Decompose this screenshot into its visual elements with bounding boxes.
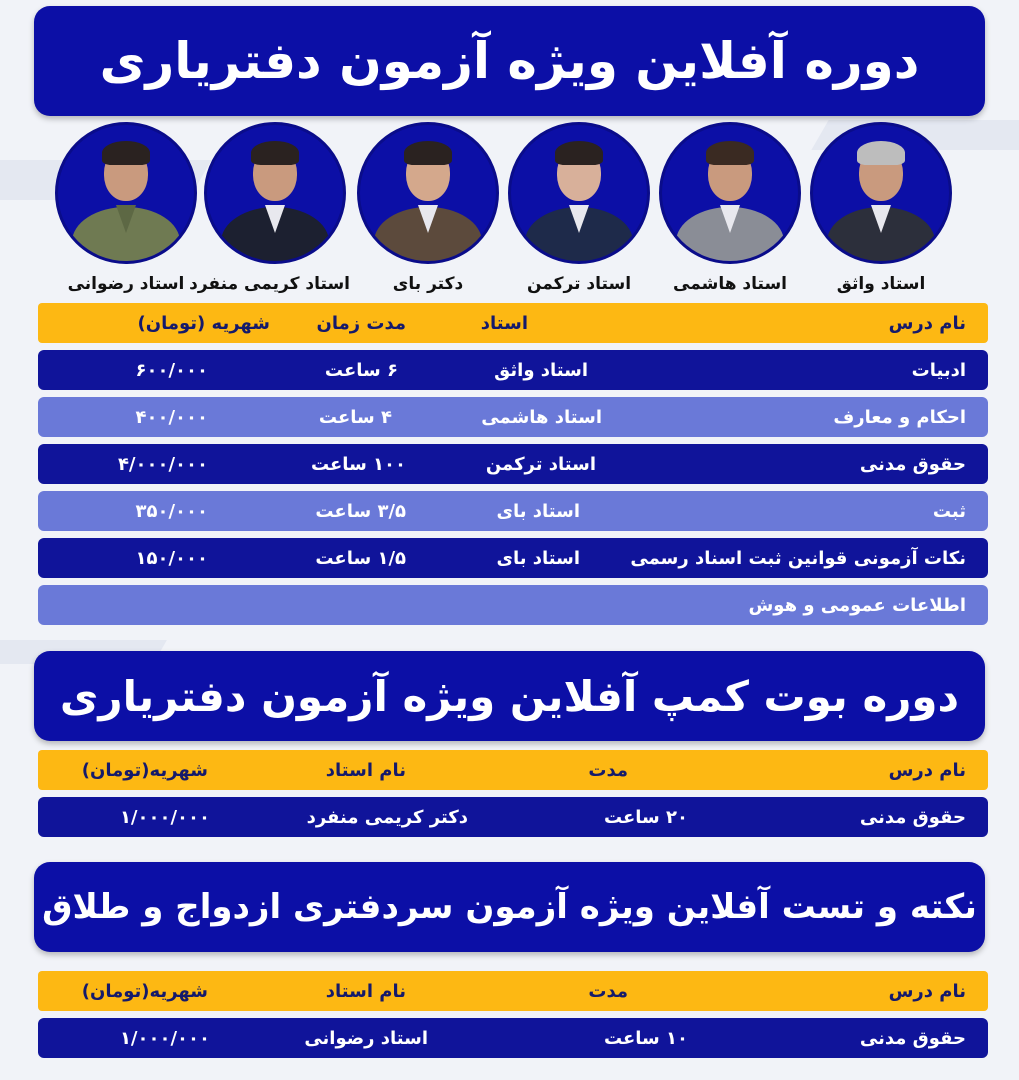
teacher-name: دکتر کریمی منفرد <box>306 806 468 828</box>
teacher-card <box>189 122 350 294</box>
header-course: نام درس <box>888 980 966 1002</box>
table-row <box>38 444 988 484</box>
teacher-name: استاد رضوانی <box>304 1027 428 1049</box>
table-row <box>38 538 988 578</box>
header-teacher: نام استاد <box>325 980 406 1002</box>
duration: ۱۰۰ ساعت <box>310 453 406 475</box>
teacher-photo <box>204 122 346 264</box>
teacher-name: استاد کریمی منفرد <box>189 274 350 294</box>
teacher-name: استاد ترکمن <box>485 453 596 475</box>
header-teacher: نام استاد <box>325 759 406 781</box>
duration: ۱۰ ساعت <box>603 1027 688 1049</box>
course-name: ادبیات <box>911 359 966 381</box>
header-teacher: استاد <box>480 312 528 334</box>
teacher-photo <box>508 122 650 264</box>
bootcamp-title: دوره بوت کمپ آفلاین ویژه آزمون دفترياری <box>59 671 960 721</box>
table-row <box>38 1018 988 1058</box>
teacher-name: استاد بای <box>496 547 580 569</box>
duration: ۶ ساعت <box>324 359 398 381</box>
fee: ۱۵۰/۰۰۰ <box>135 547 208 569</box>
teacher-name: دکتر بای <box>392 274 464 294</box>
table-row <box>38 585 988 625</box>
table2-header <box>38 750 988 790</box>
main-title: دوره آفلاین ویژه آزمون دفترياری <box>99 32 920 90</box>
bootcamp-title-banner <box>34 651 985 741</box>
course-name: حقوق مدنی <box>859 453 966 475</box>
teacher-photo <box>810 122 952 264</box>
duration: ۳/۵ ساعت <box>315 500 406 522</box>
header-fee: شهریه(تومان) <box>81 759 208 781</box>
teacher-name: استاد هاشمی <box>673 274 787 294</box>
teacher-name: استاد واثق <box>494 359 588 381</box>
fee: ۱/۰۰۰/۰۰۰ <box>119 806 210 828</box>
teacher-name: استاد بای <box>496 500 580 522</box>
course-name: حقوق مدنی <box>859 806 966 828</box>
main-title-banner <box>34 6 985 116</box>
fee: ۱/۰۰۰/۰۰۰ <box>119 1027 210 1049</box>
teacher-photo <box>659 122 801 264</box>
table1-header <box>38 303 988 343</box>
teacher-card <box>504 122 654 294</box>
table-row <box>38 350 988 390</box>
table-row <box>38 491 988 531</box>
header-duration: مدت <box>588 980 628 1002</box>
header-fee: شهریه(تومان) <box>81 980 208 1002</box>
course-name: حقوق مدنی <box>859 1027 966 1049</box>
fee: ۶۰۰/۰۰۰ <box>135 359 208 381</box>
teacher-name: استاد ترکمن <box>526 274 632 294</box>
teacher-name: استاد رضوانی <box>67 274 185 294</box>
marriage-title: نکته و تست آفلاین ویژه آزمون سردفتری ازدواج و طلاق <box>42 887 977 927</box>
marriage-title-banner <box>34 862 985 952</box>
table-row <box>38 397 988 437</box>
teacher-card <box>51 122 201 294</box>
teacher-card <box>353 122 503 294</box>
table-row <box>38 797 988 837</box>
teacher-card <box>806 122 956 294</box>
duration: ۴ ساعت <box>318 406 392 428</box>
fee: ۴۰۰/۰۰۰ <box>135 406 208 428</box>
duration: ۱/۵ ساعت <box>315 547 406 569</box>
teacher-card <box>655 122 805 294</box>
header-fee: شهریه (تومان) <box>137 312 270 334</box>
header-duration: مدت <box>588 759 628 781</box>
header-course: نام درس <box>888 759 966 781</box>
header-course: نام درس <box>888 312 966 334</box>
teacher-name: استاد واثق <box>836 274 926 294</box>
teachers-row <box>0 122 1019 292</box>
header-duration: مدت زمان <box>316 312 406 334</box>
fee: ۴/۰۰۰/۰۰۰ <box>117 453 208 475</box>
table3-header <box>38 971 988 1011</box>
course-name: احکام و معارف <box>833 406 966 428</box>
course-name: اطلاعات عمومی و هوش <box>748 594 966 616</box>
teacher-photo <box>357 122 499 264</box>
fee: ۳۵۰/۰۰۰ <box>135 500 208 522</box>
teacher-photo <box>55 122 197 264</box>
teacher-name: استاد هاشمی <box>481 406 602 428</box>
duration: ۲۰ ساعت <box>603 806 688 828</box>
course-name: ثبت <box>932 500 966 522</box>
course-name: نکات آزمونی قوانین ثبت اسناد رسمی <box>630 547 966 569</box>
